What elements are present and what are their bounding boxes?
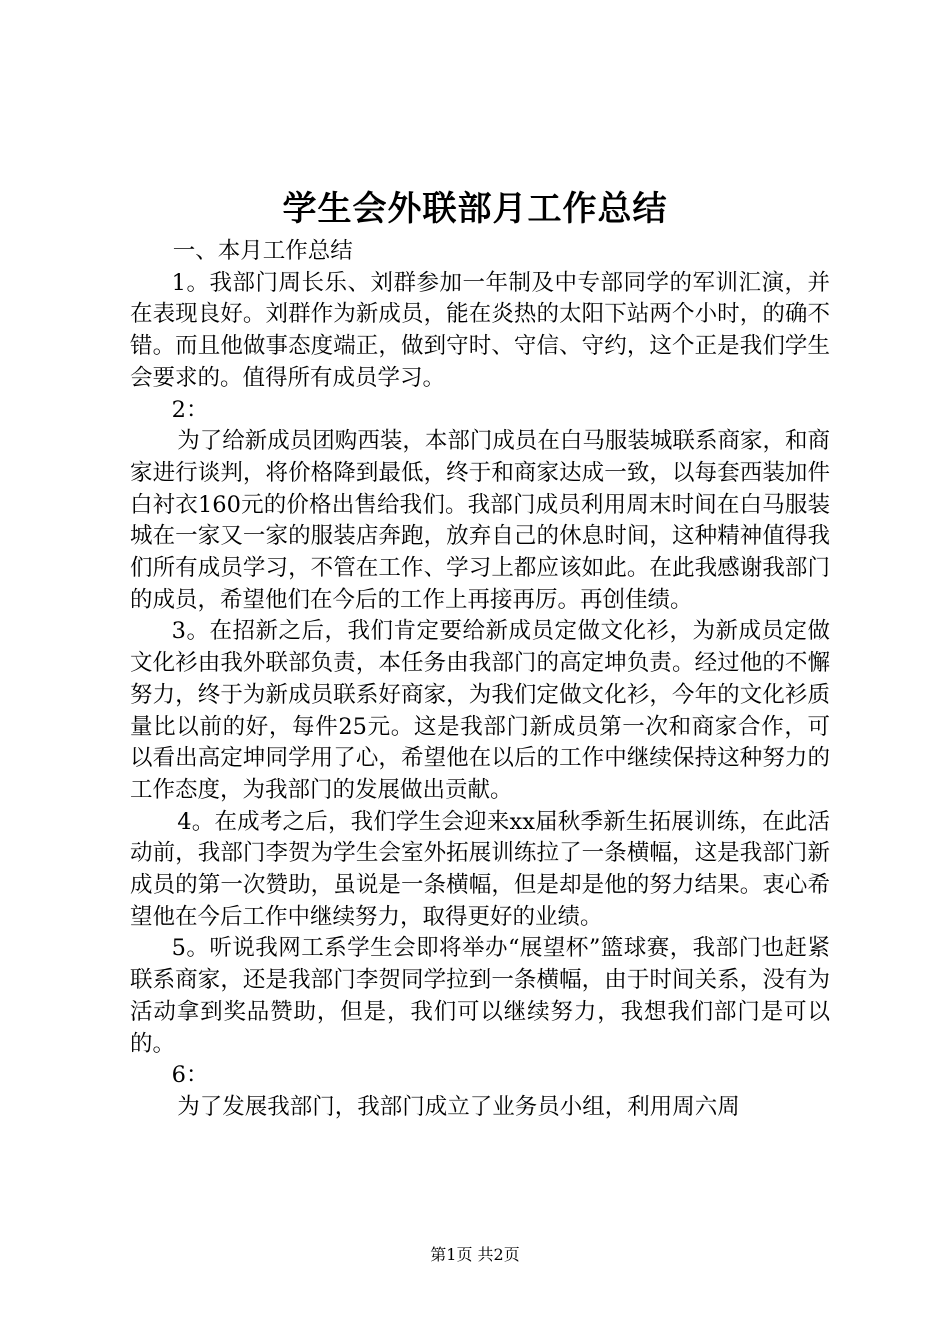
paragraph-item-2-heading: 2： (171, 396, 209, 423)
paragraph-item-6: 为了发展我部门，我部门成立了业务员小组，利用周六周 (177, 1093, 740, 1120)
document-body (130, 236, 830, 1124)
paragraph-item-6-heading: 6： (171, 1062, 209, 1089)
section-heading: 一、本月工作总结 (172, 238, 353, 264)
paragraph-item-5: 5。听说我网工系学生会即将举办“展望杯”篮球赛，我部门也赶紧联系商家，还是我部门李贺同学拉到一条横幅，由于时间关系，没有为活动拿到奖品赞助，但是，我们可以继续努力，我想我们部门是可以的。 (130, 935, 830, 1057)
paragraph-item-2: 为了给新成员团购西装，本部门成员在白马服装城联系商家，和商家进行谈判，将价格降到最低，终于和商家达成一致，以每套西装加件白衬衣160元的价格出售给我们。我部门成员利用周末时间在白马服装城在一家又一家的服装店奔跑，放弃自己的休息时间，这种精神值得我们所有成员学习，不管在工作、学习上都应该如此。在此我感谢我部门的成员，希望他们在今后的工作上再接再厉。再创佳绩。 (130, 428, 830, 613)
paragraph-item-4: 4。在成考之后，我们学生会迎来xx届秋季新生拓展训练，在此活动前，我部门李贺为学生会室外拓展训练拉了一条横幅，这是我部门新成员的第一次赞助，虽说是一条横幅，但是却是他的努力结果。衷心希望他在今后工作中继续努力，取得更好的业绩。 (130, 808, 830, 930)
paragraph-item-1: 1。我部门周长乐、刘群参加一年制及中专部同学的军训汇演，并在表现良好。刘群作为新成员，能在炎热的太阳下站两个小时，的确不错。而且他做事态度端正，做到守时、守信、守约，这个正是我们学生会要求的。值得所有成员学习。 (130, 269, 830, 391)
document-title: 学生会外联部月工作总结 (282, 189, 668, 229)
paragraph-item-3: 3。在招新之后，我们肯定要给新成员定做文化衫，为新成员定做文化衫由我外联部负责，本任务由我部门的高定坤负责。经过他的不懈努力，终于为新成员联系好商家，为我们定做文化衫，今年的文化衫质量比以前的好，每件25元。这是我部门新成员第一次和商家合作，可以看出高定坤同学用了心，希望他在以后的工作中继续保持这种努力的工作态度，为我部门的发展做出贡献。 (130, 618, 830, 803)
page-footer: 第1页 共2页 (430, 1245, 520, 1264)
